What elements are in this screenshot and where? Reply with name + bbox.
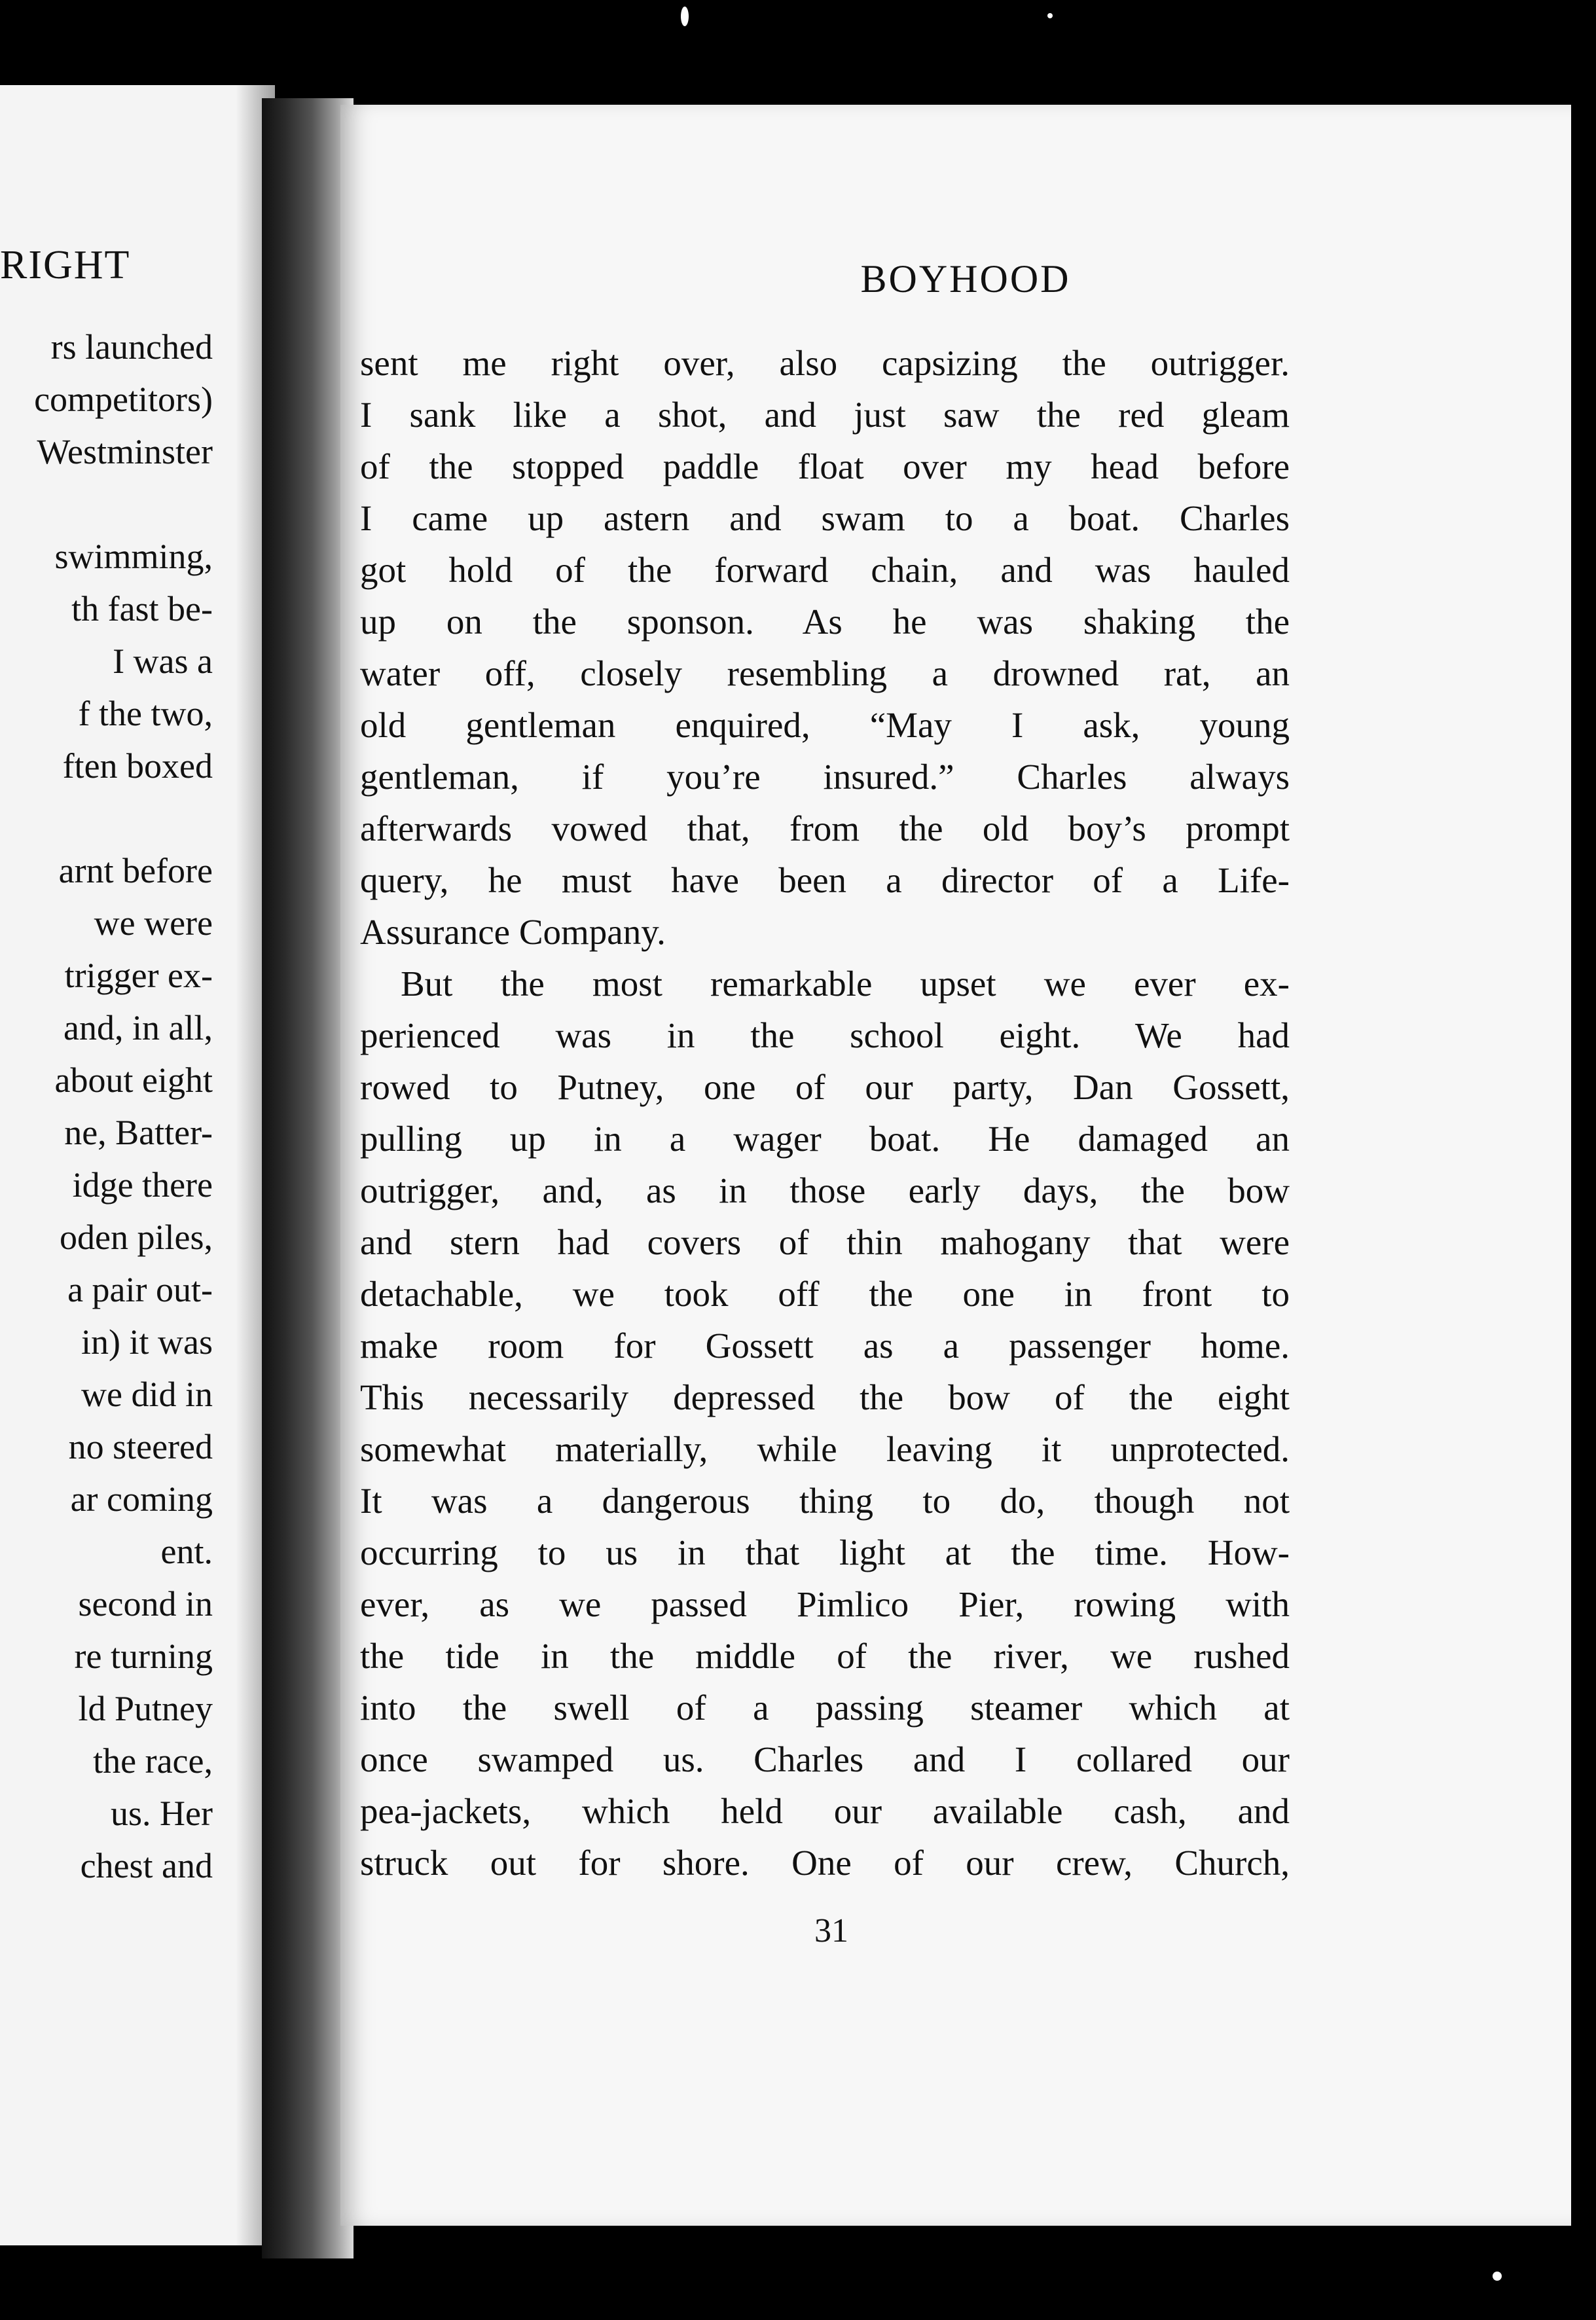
left-line: swimming, bbox=[54, 537, 213, 576]
left-line-gap bbox=[0, 478, 213, 530]
left-line: in) it was bbox=[81, 1322, 213, 1362]
left-line: rs launched bbox=[50, 327, 213, 367]
left-line: us. Her bbox=[111, 1794, 213, 1833]
left-page-text bbox=[0, 321, 213, 1892]
main-page bbox=[340, 105, 1571, 2226]
running-head: BOYHOOD bbox=[860, 257, 1071, 300]
left-line: Westminster bbox=[37, 432, 213, 471]
left-line: about eight bbox=[54, 1060, 213, 1100]
left-running-head: RIGHT bbox=[0, 243, 131, 287]
scan-speck bbox=[1493, 2272, 1502, 2281]
text-line: sent me right over, also capsizing the outrigger. bbox=[360, 343, 1290, 383]
text-line: detachable, we took off the one in front to bbox=[360, 1274, 1290, 1314]
text-line: and stern had covers of thin mahogany that were bbox=[360, 1222, 1290, 1262]
left-line: arnt before bbox=[58, 851, 213, 890]
text-line: perienced was in the school eight. We had bbox=[360, 1015, 1290, 1055]
left-line: ld Putney bbox=[78, 1689, 213, 1728]
text-line: pea-jackets, which held our available cash, and bbox=[360, 1791, 1290, 1831]
text-line: gentleman, if you’re insured.” Charles always bbox=[360, 757, 1290, 797]
text-line: This necessarily depressed the bow of the eight bbox=[360, 1377, 1290, 1417]
left-line: oden piles, bbox=[60, 1218, 213, 1257]
text-line: I sank like a shot, and just saw the red gleam bbox=[360, 395, 1290, 435]
left-line: trigger ex- bbox=[64, 956, 213, 995]
text-line: somewhat materially, while leaving it unprotected. bbox=[360, 1429, 1290, 1469]
text-line: query, he must have been a director of a Life- bbox=[360, 860, 1290, 900]
scan-speck bbox=[1047, 13, 1053, 18]
left-line: second in bbox=[78, 1584, 213, 1623]
left-line: th fast be- bbox=[71, 589, 213, 628]
text-line: of the stopped paddle float over my head before bbox=[360, 446, 1290, 486]
text-line-paragraph-end: Assurance Company. bbox=[360, 912, 666, 952]
text-line: afterwards vowed that, from the old boy’s prompt bbox=[360, 808, 1290, 848]
left-line: we were bbox=[94, 903, 213, 943]
text-line: ever, as we passed Pimlico Pier, rowing with bbox=[360, 1584, 1290, 1624]
body-text bbox=[360, 337, 1290, 1889]
text-line: make room for Gossett as a passenger home. bbox=[360, 1326, 1290, 1366]
scan-speck bbox=[681, 7, 689, 26]
text-line: old gentleman enquired, “May I ask, young bbox=[360, 705, 1290, 745]
text-line: into the swell of a passing steamer which at bbox=[360, 1688, 1290, 1728]
book-gutter bbox=[262, 98, 354, 2258]
left-line: competitors) bbox=[34, 380, 213, 419]
left-line: chest and bbox=[80, 1846, 213, 1885]
left-line: ften boxed bbox=[62, 746, 213, 786]
text-line-paragraph-start: But the most remarkable upset we ever ex- bbox=[401, 964, 1290, 1004]
left-line: re turning bbox=[74, 1637, 213, 1676]
text-line: occurring to us in that light at the time. How- bbox=[360, 1532, 1290, 1572]
text-line: struck out for shore. One of our crew, Church, bbox=[360, 1843, 1290, 1883]
left-line: idge there bbox=[72, 1165, 213, 1205]
left-line: I was a bbox=[113, 642, 213, 681]
text-line: I came up astern and swam to a boat. Charles bbox=[360, 498, 1290, 538]
left-line: ent. bbox=[160, 1532, 213, 1571]
text-line: the tide in the middle of the river, we rushed bbox=[360, 1636, 1290, 1676]
left-facing-page bbox=[0, 85, 275, 2245]
left-line-gap bbox=[0, 792, 213, 844]
left-line: f the two, bbox=[78, 694, 213, 733]
text-line: water off, closely resembling a drowned rat, an bbox=[360, 653, 1290, 693]
left-line: ar coming bbox=[70, 1479, 213, 1519]
left-line: the race, bbox=[93, 1741, 213, 1781]
left-line: a pair out- bbox=[67, 1270, 213, 1309]
text-line: pulling up in a wager boat. He damaged an bbox=[360, 1119, 1290, 1159]
left-line: no steered bbox=[68, 1427, 213, 1466]
text-line: got hold of the forward chain, and was hauled bbox=[360, 550, 1290, 590]
text-line: It was a dangerous thing to do, though not bbox=[360, 1481, 1290, 1521]
page-number: 31 bbox=[814, 1912, 848, 1949]
text-line: rowed to Putney, one of our party, Dan Gossett, bbox=[360, 1067, 1290, 1107]
text-line: outrigger, and, as in those early days, the bow bbox=[360, 1170, 1290, 1210]
left-line: and, in all, bbox=[63, 1008, 213, 1047]
text-line: up on the sponson. As he was shaking the bbox=[360, 602, 1290, 642]
left-line: we did in bbox=[81, 1375, 213, 1414]
left-line: ne, Batter- bbox=[64, 1113, 213, 1152]
text-line: once swamped us. Charles and I collared our bbox=[360, 1739, 1290, 1779]
